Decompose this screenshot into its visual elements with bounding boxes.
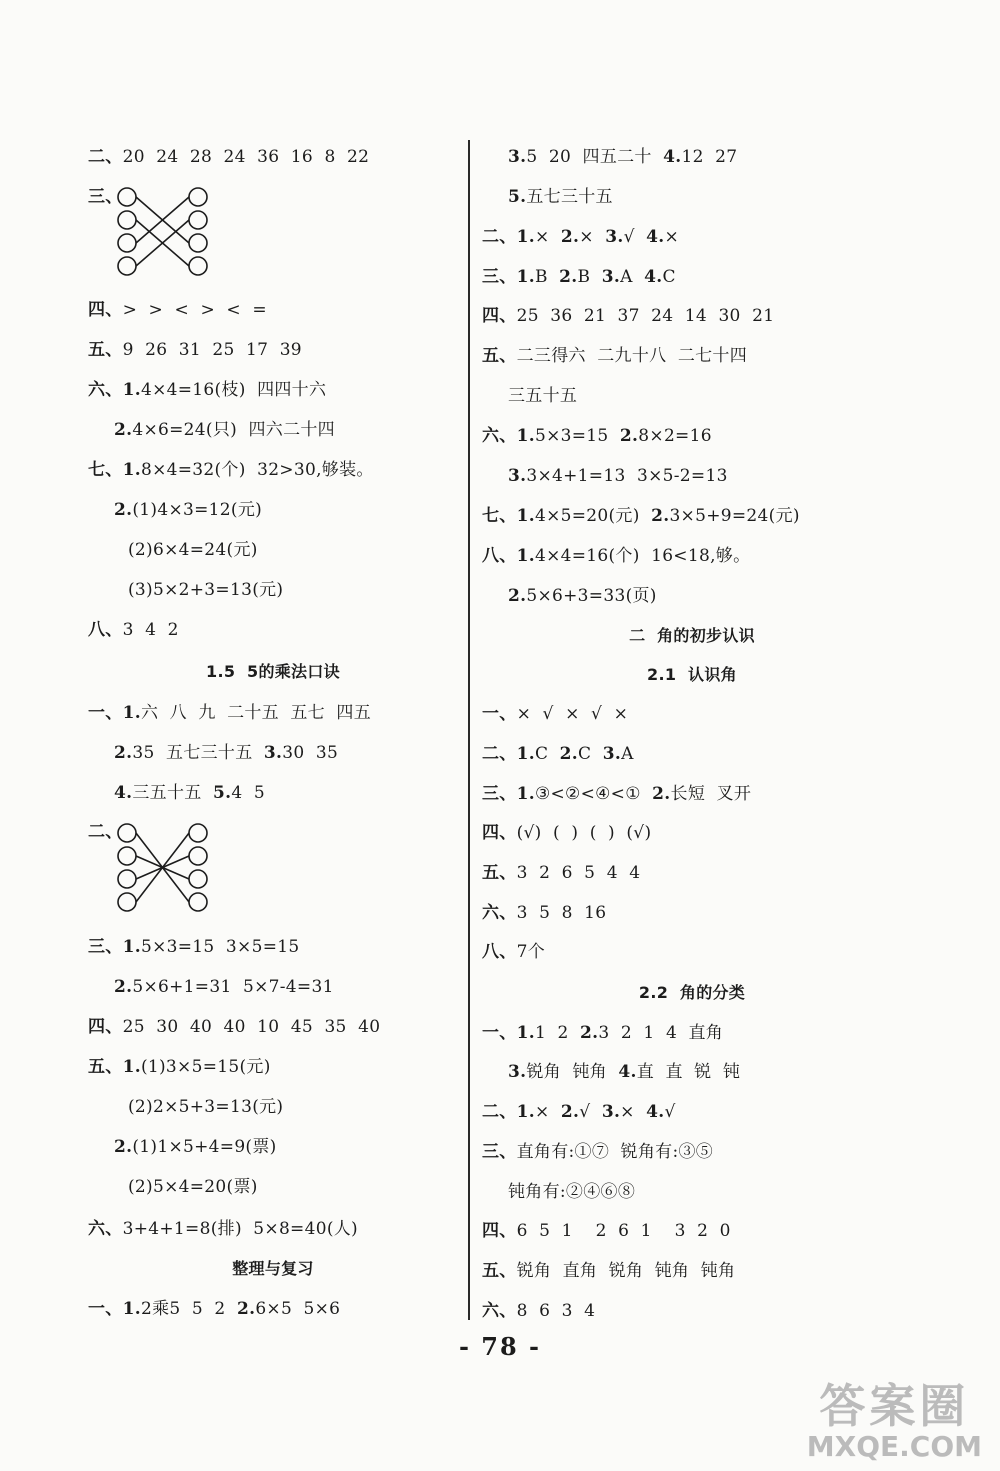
answer-text: 二三得六 二九十八 二七十四 xyxy=(516,346,748,366)
question-number: 二、1. xyxy=(482,227,535,247)
answer-text: 5 20 四五二十 xyxy=(526,147,664,167)
question-number: 五、 xyxy=(482,346,517,366)
question-number: 四、 xyxy=(88,1017,123,1037)
question-number: 4. xyxy=(646,227,665,247)
question-number: 二、1. xyxy=(482,744,535,764)
answer-text: B xyxy=(577,267,602,287)
right-answer-line xyxy=(482,267,676,287)
question-number: 2. xyxy=(651,506,670,526)
left-answer-line xyxy=(88,460,374,480)
left-answer-line xyxy=(88,620,179,640)
left-answer-line xyxy=(128,540,258,560)
question-number: 五、 xyxy=(482,863,517,883)
answer-text: 7个 xyxy=(516,942,546,962)
question-number: 一、1. xyxy=(88,703,141,723)
question-number: 三、 xyxy=(88,187,123,207)
answer-text: 3 2 6 5 4 4 xyxy=(516,863,641,883)
answer-text: 6×5 5×6 xyxy=(255,1299,341,1319)
left-answer-line xyxy=(88,937,299,957)
right-answer-line xyxy=(482,784,751,804)
right-answer-line xyxy=(482,903,606,923)
answer-text: 4×4=16(枝) 四四十六 xyxy=(140,380,327,400)
matching-diagram-1 xyxy=(114,186,214,282)
answer-text: 长短 叉开 xyxy=(670,784,752,804)
question-number: 五、 xyxy=(482,1261,517,1281)
right-answer-line xyxy=(482,704,628,724)
answer-text: (2)2×5+3=13(元) xyxy=(128,1097,284,1117)
right-answer-line xyxy=(482,546,750,566)
answer-text: 钝角有:②④⑥⑧ xyxy=(508,1182,636,1202)
question-number: 二、 xyxy=(88,147,123,167)
answer-text: (√) ( ) ( ) (√) xyxy=(516,823,652,843)
left-answer-line xyxy=(88,703,371,723)
left-answer-line xyxy=(88,340,302,360)
question-number: 七、1. xyxy=(88,460,141,480)
question-number: 4. xyxy=(663,147,682,167)
answer-text: 4×4=16(个) 16<18,够。 xyxy=(534,546,751,566)
answer-text: 直 直 锐 钝 xyxy=(636,1062,741,1082)
question-number: 2. xyxy=(508,586,527,606)
right-answer-line xyxy=(508,466,728,486)
right-answer-line xyxy=(508,386,577,406)
answer-text: 9 26 31 25 17 39 xyxy=(122,340,302,360)
question-number: 2. xyxy=(652,784,671,804)
answer-text: (1)3×5=15(元) xyxy=(140,1057,271,1077)
answer-text: 12 27 xyxy=(681,147,738,167)
answer-text: (1)4×3=12(元) xyxy=(132,500,263,520)
left-answer-line xyxy=(88,380,326,400)
answer-text: 1 2 xyxy=(534,1023,581,1043)
question-number: 2. xyxy=(114,420,133,440)
answer-text: 六 八 九 二十五 五七 四五 xyxy=(140,703,371,723)
answer-text: 锐角 直角 锐角 钝角 钝角 xyxy=(516,1261,736,1281)
right-answer-line xyxy=(482,1301,595,1321)
answer-text: × xyxy=(534,1102,561,1122)
question-number: 四、 xyxy=(482,306,517,326)
question-number: 3. xyxy=(508,1062,527,1082)
question-number: 二、1. xyxy=(482,1102,535,1122)
answer-text: 3 5 8 16 xyxy=(516,903,607,923)
question-number: 4. xyxy=(646,1102,665,1122)
answer-text: × xyxy=(664,227,680,247)
answer-text: 4×6=24(只) 四六二十四 xyxy=(132,420,335,440)
answer-text: 25 36 21 37 24 14 30 21 xyxy=(516,306,775,326)
question-number: 八、 xyxy=(88,620,123,640)
left-answer-line xyxy=(128,1097,283,1117)
answer-text: 3 4 2 xyxy=(122,620,179,640)
right-answer-line xyxy=(482,1221,731,1241)
answer-text: 6 5 1 2 6 1 3 2 0 xyxy=(516,1221,731,1241)
answer-text: 三五十五 xyxy=(508,386,578,406)
question-number: 4. xyxy=(644,267,663,287)
answer-text: 二 角的初步认识 xyxy=(629,626,755,645)
question-number: 六、1. xyxy=(482,426,535,446)
question-number: 4. xyxy=(114,783,133,803)
answer-text: > > < > < = xyxy=(122,300,267,320)
answer-text: × xyxy=(579,227,606,247)
question-number: 三、1. xyxy=(88,937,141,957)
section-title xyxy=(482,626,902,646)
right-answer-line xyxy=(482,306,774,326)
answer-text: 2.1 认识角 xyxy=(647,665,737,684)
answer-text: 3×4+1=13 3×5-2=13 xyxy=(526,466,728,486)
right-answer-line xyxy=(482,227,679,247)
left-answer-line xyxy=(88,1017,380,1037)
right-answer-line xyxy=(508,187,613,207)
watermark-logo: 答案圈 MXQE.COM xyxy=(806,1379,982,1463)
answer-text: 3×5+9=24(元) xyxy=(669,506,800,526)
answer-text: 35 五七三十五 xyxy=(132,743,264,763)
answer-text: B xyxy=(534,267,560,287)
question-number: 3. xyxy=(602,744,622,764)
question-number: 2. xyxy=(619,426,639,446)
right-answer-line xyxy=(482,1102,676,1122)
answer-text: C xyxy=(578,744,603,764)
question-number: 六、 xyxy=(482,1301,517,1321)
right-answer-line xyxy=(482,1142,713,1162)
question-number: 七、1. xyxy=(482,506,535,526)
answer-text: A xyxy=(621,744,634,764)
page-number: - 78 - xyxy=(458,1332,542,1361)
answer-text: 5×6+3=33(页) xyxy=(526,586,657,606)
question-number: 八、1. xyxy=(482,546,535,566)
question-number: 2. xyxy=(114,743,133,763)
right-answer-line xyxy=(482,1023,723,1043)
right-answer-line xyxy=(482,346,747,366)
section-title xyxy=(482,983,902,1003)
answer-text: ③<②<④<① xyxy=(534,784,653,804)
right-answer-line xyxy=(508,147,737,167)
left-answer-line xyxy=(88,300,267,320)
answer-text: (2)6×4=24(元) xyxy=(128,540,258,560)
question-number: 2. xyxy=(114,1137,133,1157)
question-number: 五、 xyxy=(88,340,123,360)
answer-text: 直角有:①⑦ 锐角有:③⑤ xyxy=(516,1142,714,1162)
left-answer-line xyxy=(88,1219,358,1239)
left-answer-line xyxy=(114,420,335,440)
right-answer-line xyxy=(482,744,634,764)
question-number: 三、 xyxy=(482,1142,517,1162)
question-number: 一、1. xyxy=(88,1299,141,1319)
question-number: 3. xyxy=(508,466,527,486)
question-number: 4. xyxy=(618,1062,637,1082)
question-number: 六、 xyxy=(482,903,517,923)
question-number: 2. xyxy=(114,977,133,997)
left-answer-line xyxy=(128,580,283,600)
right-answer-line xyxy=(482,1261,735,1281)
answer-text: × √ × √ × xyxy=(516,704,629,724)
question-number: 2. xyxy=(114,500,133,520)
right-answer-line xyxy=(482,823,651,843)
left-answer-line xyxy=(114,1137,277,1157)
question-number: 5. xyxy=(508,187,527,207)
question-number: 2. xyxy=(580,1023,599,1043)
left-answer-line xyxy=(114,977,334,997)
question-number: 四、 xyxy=(88,300,123,320)
question-number: 一、 xyxy=(482,704,517,724)
question-number: 3. xyxy=(263,743,283,763)
answer-text: √ xyxy=(623,227,647,247)
right-answer-line xyxy=(508,586,657,606)
answer-text: × xyxy=(620,1102,647,1122)
question-number: 五、1. xyxy=(88,1057,141,1077)
question-number: 一、1. xyxy=(482,1023,535,1043)
question-number: 3. xyxy=(605,227,624,247)
question-number: 3. xyxy=(601,1102,621,1122)
column-divider xyxy=(468,140,470,1320)
question-number: 2. xyxy=(559,744,579,764)
question-number: 四、 xyxy=(482,823,517,843)
answer-text: × xyxy=(534,227,561,247)
section-title xyxy=(88,1259,458,1279)
left-answer-line xyxy=(88,1057,271,1077)
answer-text: 20 24 28 24 36 16 8 22 xyxy=(122,147,370,167)
answer-text: 3+4+1=8(排) 5×8=40(人) xyxy=(122,1219,358,1239)
answer-text: 5×3=15 xyxy=(534,426,620,446)
question-number: 六、 xyxy=(88,1219,123,1239)
answer-text: 整理与复习 xyxy=(232,1259,314,1278)
left-answer-line xyxy=(114,743,338,763)
answer-text: 1.5 5的乘法口诀 xyxy=(206,662,340,681)
left-answer-line xyxy=(88,1299,340,1319)
right-answer-line xyxy=(482,942,545,962)
right-answer-line xyxy=(482,863,640,883)
answer-text: √ xyxy=(579,1102,602,1122)
answer-text: 2.2 角的分类 xyxy=(638,983,746,1002)
answer-text: 锐角 钝角 xyxy=(526,1062,619,1082)
answer-text: 8 6 3 4 xyxy=(516,1301,596,1321)
right-answer-line xyxy=(508,1182,635,1202)
answer-text: 三五十五 xyxy=(132,783,213,803)
left-answer-line xyxy=(114,500,262,520)
answer-text: 2乘5 5 2 xyxy=(140,1299,237,1319)
question-number: 二、 xyxy=(88,822,123,842)
section-title xyxy=(88,662,458,682)
question-number: 5. xyxy=(212,783,232,803)
left-answer-line xyxy=(88,147,369,167)
question-number: 2. xyxy=(560,227,580,247)
answer-text: √ xyxy=(664,1102,676,1122)
answer-text: (1)1×5+4=9(票) xyxy=(132,1137,277,1157)
answer-text: 30 35 xyxy=(282,743,339,763)
matching-diagram-2 xyxy=(114,822,214,918)
right-answer-line xyxy=(482,506,800,526)
question-number: 八、 xyxy=(482,942,517,962)
section-title xyxy=(482,665,902,685)
answer-text: 3 2 1 4 直角 xyxy=(598,1023,724,1043)
question-number: 2. xyxy=(236,1299,256,1319)
answer-text: 5×3=15 3×5=15 xyxy=(140,937,300,957)
answer-text: A xyxy=(620,267,645,287)
answer-text: C xyxy=(662,267,676,287)
question-number: 3. xyxy=(508,147,527,167)
question-number: 3. xyxy=(601,267,621,287)
answer-text: (2)5×4=20(票) xyxy=(128,1177,258,1197)
answer-text: 8×2=16 xyxy=(638,426,712,446)
answer-text: 25 30 40 40 10 45 35 40 xyxy=(122,1017,381,1037)
answer-text: (3)5×2+3=13(元) xyxy=(128,580,284,600)
answer-text: 5×6+1=31 5×7-4=31 xyxy=(132,977,334,997)
answer-text: 8×4=32(个) 32>30,够装。 xyxy=(140,460,374,480)
question-number: 三、1. xyxy=(482,267,535,287)
question-number: 2. xyxy=(560,1102,580,1122)
answer-text: 五七三十五 xyxy=(526,187,613,207)
right-answer-line xyxy=(482,426,712,446)
answer-text: 4 5 xyxy=(231,783,265,803)
question-number: 2. xyxy=(559,267,578,287)
right-answer-line xyxy=(508,1062,740,1082)
answer-text: 4×5=20(元) xyxy=(534,506,652,526)
answer-text: C xyxy=(534,744,560,764)
question-number: 三、1. xyxy=(482,784,535,804)
left-answer-line xyxy=(128,1177,258,1197)
question-number: 四、 xyxy=(482,1221,517,1241)
left-answer-line xyxy=(114,783,265,803)
question-number: 六、1. xyxy=(88,380,141,400)
